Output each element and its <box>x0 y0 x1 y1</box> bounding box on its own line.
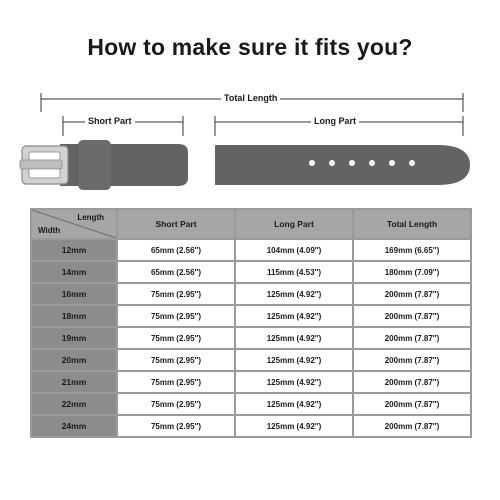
long-part-cell: 125mm (4.92″) <box>235 283 353 305</box>
column-header-total-length: Total Length <box>353 209 471 239</box>
total-length-cell: 200mm (7.87″) <box>353 305 471 327</box>
width-cell: 16mm <box>31 283 117 305</box>
long-part-label: Long Part <box>311 116 359 127</box>
total-length-cell: 200mm (7.87″) <box>353 415 471 437</box>
table-row <box>31 283 471 305</box>
width-cell: 19mm <box>31 327 117 349</box>
width-cell: 21mm <box>31 371 117 393</box>
table-row <box>31 393 471 415</box>
long-part-cell: 125mm (4.92″) <box>235 415 353 437</box>
total-length-label: Total Length <box>221 93 280 104</box>
width-cell: 18mm <box>31 305 117 327</box>
total-length-cell: 200mm (7.87″) <box>353 393 471 415</box>
total-length-cell: 200mm (7.87″) <box>353 371 471 393</box>
short-part-cell: 75mm (2.95″) <box>117 305 235 327</box>
total-length-cell: 180mm (7.09″) <box>353 261 471 283</box>
size-table-header <box>31 209 471 239</box>
short-part-cell: 75mm (2.95″) <box>117 371 235 393</box>
long-part-cell: 125mm (4.92″) <box>235 327 353 349</box>
short-part-cell: 75mm (2.95″) <box>117 415 235 437</box>
long-part-cell: 125mm (4.92″) <box>235 349 353 371</box>
table-row <box>31 327 471 349</box>
total-length-cell: 200mm (7.87″) <box>353 349 471 371</box>
table-corner-cell <box>31 209 117 239</box>
column-header-short-part: Short Part <box>117 209 235 239</box>
long-part-cell: 115mm (4.53″) <box>235 261 353 283</box>
corner-length-label: Length <box>77 213 104 222</box>
total-length-cell: 200mm (7.87″) <box>353 283 471 305</box>
short-part-cell: 75mm (2.95″) <box>117 327 235 349</box>
long-part-cell: 125mm (4.92″) <box>235 393 353 415</box>
table-row <box>31 371 471 393</box>
width-cell: 22mm <box>31 393 117 415</box>
width-cell: 12mm <box>31 239 117 261</box>
long-part-cell: 125mm (4.92″) <box>235 305 353 327</box>
total-length-cell: 200mm (7.87″) <box>353 327 471 349</box>
table-row <box>31 349 471 371</box>
width-cell: 24mm <box>31 415 117 437</box>
short-part-cell: 75mm (2.95″) <box>117 283 235 305</box>
short-part-cell: 65mm (2.56″) <box>117 239 235 261</box>
page-title: How to make sure it fits you? <box>87 34 413 60</box>
buckle-icon <box>20 146 68 184</box>
corner-width-label: Width <box>38 226 61 235</box>
width-cell: 20mm <box>31 349 117 371</box>
size-table <box>30 208 472 438</box>
short-part-cell: 75mm (2.95″) <box>117 393 235 415</box>
short-strap <box>60 140 188 190</box>
width-cell: 14mm <box>31 261 117 283</box>
table-row <box>31 239 471 261</box>
short-part-cell: 65mm (2.56″) <box>117 261 235 283</box>
column-header-long-part: Long Part <box>235 209 353 239</box>
long-part-cell: 104mm (4.09″) <box>235 239 353 261</box>
total-length-cell: 169mm (6.65″) <box>353 239 471 261</box>
short-part-label: Short Part <box>85 116 135 127</box>
long-strap <box>215 145 470 185</box>
short-part-cell: 75mm (2.95″) <box>117 349 235 371</box>
table-row <box>31 261 471 283</box>
long-part-cell: 125mm (4.92″) <box>235 371 353 393</box>
table-row <box>31 415 471 437</box>
table-row <box>31 305 471 327</box>
